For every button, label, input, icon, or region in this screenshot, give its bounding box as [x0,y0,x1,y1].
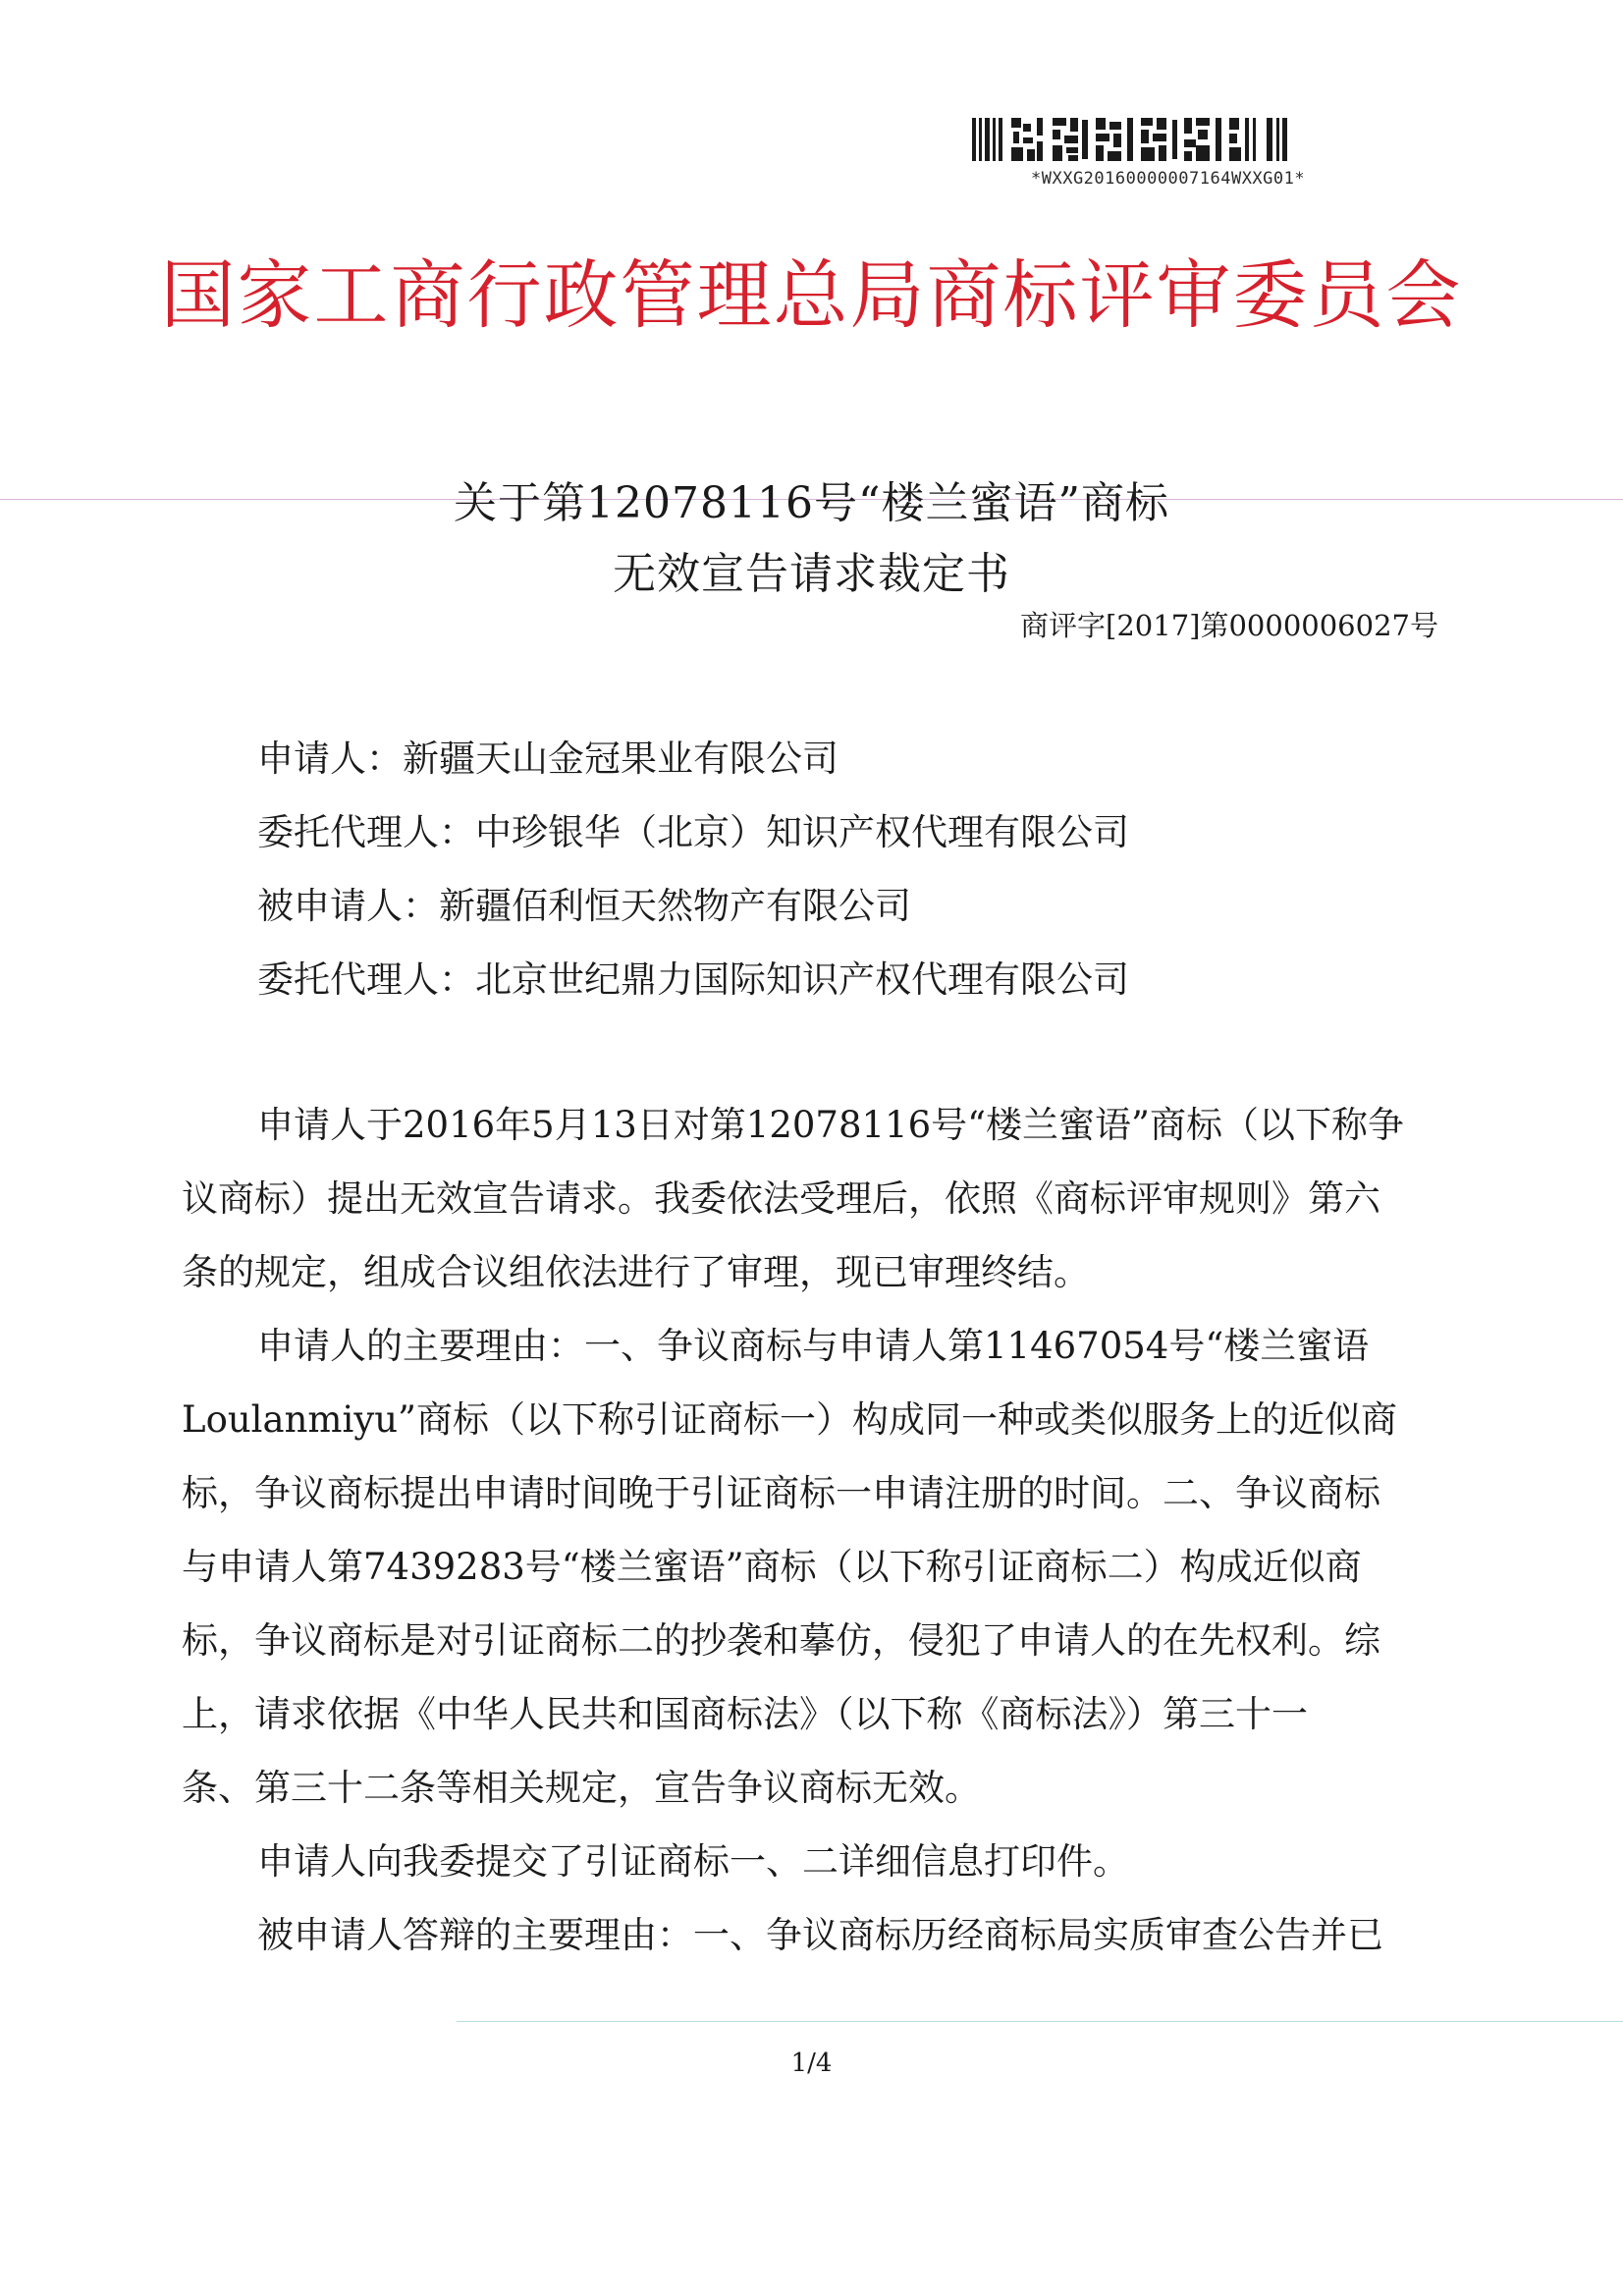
body-line: 上，请求依据《中华人民共和国商标法》（以下称《商标法》）第三十一 [182,1693,1308,1735]
issuing-organization-header: 国家工商行政管理总局商标评审委员会 [160,251,1463,339]
body-line: 申请人向我委提交了引证商标一、二详细信息打印件。 [257,1840,1129,1883]
party-respondent: 被申请人：新疆佰利恒天然物产有限公司 [257,885,911,927]
barcode-image [972,116,1375,163]
body-line: 标，争议商标提出申请时间晚于引证商标一申请注册的时间。二、争议商标 [182,1472,1380,1514]
body-line: Loulanmiyu”商标（以下称引证商标一）构成同一种或类似服务上的近似商 [182,1398,1397,1441]
document-number: 商评字[2017]第0000006027号 [1020,609,1438,642]
body-line: 标，争议商标是对引证商标二的抄袭和摹仿，侵犯了申请人的在先权利。综 [182,1619,1380,1662]
document-title-line-1: 关于第12078116号“楼兰蜜语”商标 [454,478,1169,528]
divider-line-bottom [457,2021,1623,2022]
barcode-text: *WXXG20160000007164WXXG01* [1031,169,1306,189]
body-line: 条的规定，组成合议组依法进行了审理，现已审理终结。 [182,1251,1090,1293]
party-applicant-agent: 委托代理人：中珍银华（北京）知识产权代理有限公司 [257,811,1129,853]
body-line: 条、第三十二条等相关规定，宣告争议商标无效。 [182,1767,981,1809]
party-respondent-agent: 委托代理人：北京世纪鼎力国际知识产权代理有限公司 [257,958,1129,1001]
page-number: 1/4 [790,2049,833,2078]
body-line: 议商标）提出无效宣告请求。我委依法受理后，依照《商标评审规则》第六 [182,1177,1380,1220]
document-title-line-2: 无效宣告请求裁定书 [613,549,1010,599]
body-line: 被申请人答辩的主要理由：一、争议商标历经商标局实质审查公告并已 [257,1914,1383,1956]
body-line: 申请人的主要理由：一、争议商标与申请人第11467054号“楼兰蜜语 [257,1325,1370,1367]
body-line: 申请人于2016年5月13日对第12078116号“楼兰蜜语”商标（以下称争 [257,1104,1404,1146]
body-line: 与申请人第7439283号“楼兰蜜语”商标（以下称引证商标二）构成近似商 [182,1546,1362,1588]
party-applicant: 申请人：新疆天山金冠果业有限公司 [257,738,839,780]
